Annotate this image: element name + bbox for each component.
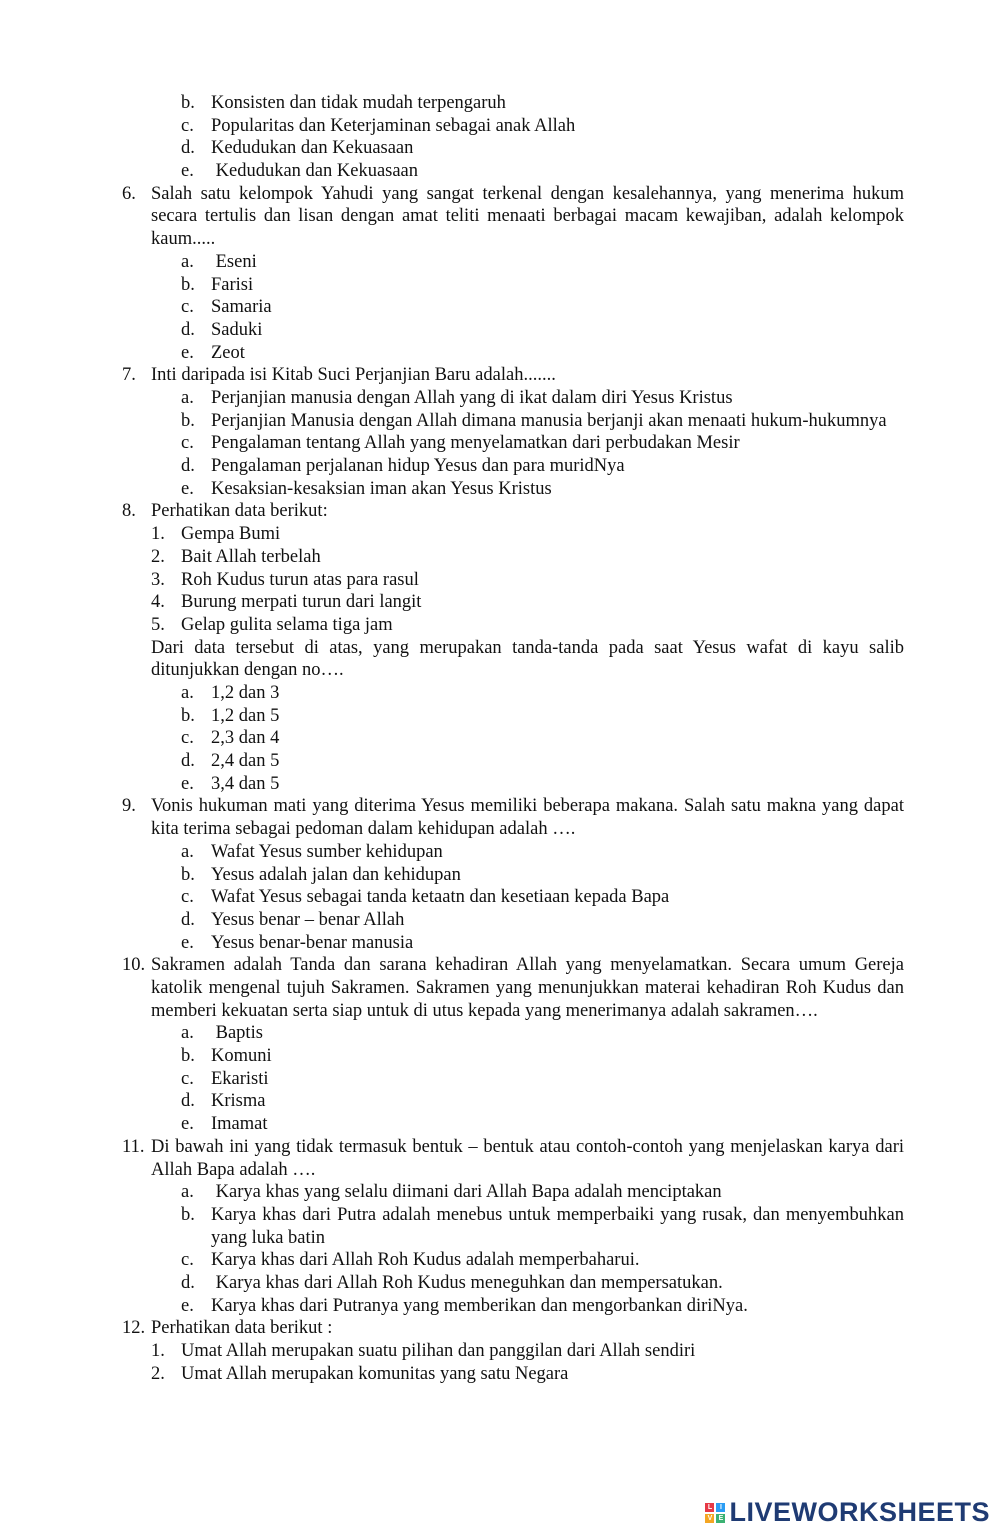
question-number: 6.	[122, 183, 136, 204]
option-letter: d.	[181, 909, 195, 930]
option-text: Wafat Yesus sumber kehidupan	[211, 841, 443, 862]
q8-prompt	[0, 637, 1000, 682]
q6-option-c	[0, 296, 1000, 319]
question-text: Vonis hukuman mati yang diterima Yesus memiliki beberapa makana. Salah satu makna yang dapat kita terima sebagai pedoman dalam kehidupan adalah ….	[151, 796, 904, 840]
question-6	[0, 183, 1000, 251]
option-letter: c.	[181, 887, 194, 908]
data-number: 1.	[151, 524, 165, 545]
q5-option-d	[0, 137, 1000, 160]
q6-option-a	[0, 251, 1000, 274]
data-text: Bait Allah terbelah	[181, 546, 321, 567]
data-text: Umat Allah merupakan komunitas yang satu Negara	[181, 1363, 569, 1384]
option-letter: e.	[181, 161, 194, 182]
q10-option-a	[0, 1022, 1000, 1045]
logo-letter-i: I	[716, 1503, 725, 1512]
q7-option-c	[0, 432, 1000, 455]
option-letter: b.	[181, 93, 195, 113]
q10-option-b	[0, 1045, 1000, 1068]
option-letter: b.	[181, 1046, 195, 1067]
option-text: Farisi	[211, 274, 254, 295]
option-text: Karya khas yang selalu diimani dari Allah Bapa adalah menciptakan	[211, 1182, 722, 1203]
q11-option-c	[0, 1249, 1000, 1272]
option-letter: a.	[181, 683, 194, 703]
data-text: Roh Kudus turun atas para rasul	[181, 569, 419, 590]
option-text: Yesus benar-benar manusia	[211, 932, 414, 953]
option-letter: e.	[181, 773, 194, 794]
option-text: 1,2 dan 5	[211, 705, 280, 726]
q8-data-item-3	[0, 569, 1000, 592]
option-letter: e.	[181, 932, 194, 953]
q8-option-d	[0, 750, 1000, 773]
q7-option-a	[0, 387, 1000, 410]
data-text: Umat Allah merupakan suatu pilihan dan panggilan dari Allah sendiri	[181, 1341, 696, 1362]
option-letter: e.	[181, 1295, 194, 1316]
data-text: Gelap gulita selama tiga jam	[181, 614, 393, 635]
q9-option-e	[0, 932, 1000, 955]
option-letter: a.	[181, 1023, 194, 1044]
data-number: 5.	[151, 614, 165, 635]
option-text: Karya khas dari Putra adalah menebus untuk memperbaiki yang rusak, dan menyembuhkan yang luka batin	[211, 1204, 904, 1248]
liveworksheets-logo	[705, 1497, 990, 1528]
option-letter: d.	[181, 1091, 195, 1112]
data-number: 3.	[151, 569, 165, 590]
option-text: Samaria	[211, 297, 272, 318]
question-7	[0, 364, 1000, 387]
option-text: Imamat	[211, 1114, 268, 1135]
option-letter: c.	[181, 297, 194, 318]
option-letter: e.	[181, 478, 194, 499]
q10-option-d	[0, 1090, 1000, 1113]
question-text: Salah satu kelompok Yahudi yang sangat terkenal dengan kesalehannya, yang menerima hukum secara tertulis dan lisan dengan amat teliti menaati berbagai macam kewajiban, adalah kelompok kaum.....	[151, 183, 904, 250]
option-letter: b.	[181, 705, 195, 726]
logo-letter-l: L	[705, 1503, 714, 1512]
option-text: Kedudukan dan Kekuasaan	[211, 161, 419, 182]
option-letter: b.	[181, 1204, 195, 1225]
option-text: Karya khas dari Allah Roh Kudus meneguhkan dan mempersatukan.	[211, 1273, 723, 1294]
q7-option-e	[0, 478, 1000, 501]
q8-option-e	[0, 773, 1000, 796]
question-text: Di bawah ini yang tidak termasuk bentuk – bentuk atau contoh-contoh yang menjelaskan karya dari Allah Bapa adalah ….	[151, 1136, 904, 1180]
q12-data-item-2	[0, 1363, 1000, 1386]
q11-option-d	[0, 1272, 1000, 1295]
question-text: Perhatikan data berikut :	[151, 1318, 333, 1339]
option-text: Kedudukan dan Kekuasaan	[211, 138, 414, 159]
logo-text: LIVEWORKSHEETS	[729, 1497, 990, 1528]
option-letter: b.	[181, 864, 195, 885]
option-letter: d.	[181, 1273, 195, 1294]
option-letter: a.	[181, 1182, 194, 1203]
q8-data-item-1	[0, 523, 1000, 546]
q9-option-c	[0, 886, 1000, 909]
option-letter: e.	[181, 342, 194, 363]
option-text: Komuni	[211, 1046, 272, 1067]
q9-option-d	[0, 909, 1000, 932]
q6-option-e	[0, 342, 1000, 365]
q8-data-item-2	[0, 546, 1000, 569]
option-text: Konsisten dan tidak mudah terpengaruh	[211, 93, 506, 113]
q10-option-e	[0, 1113, 1000, 1136]
q5-option-e	[0, 160, 1000, 183]
option-text: Yesus benar – benar Allah	[211, 909, 405, 930]
q7-option-b	[0, 410, 1000, 433]
option-text: Perjanjian manusia dengan Allah yang di ikat dalam diri Yesus Kristus	[211, 388, 733, 408]
data-text: Gempa Bumi	[181, 524, 281, 545]
q5-option-c	[0, 115, 1000, 138]
option-text: 2,3 dan 4	[211, 728, 280, 749]
option-text: Wafat Yesus sebagai tanda ketaatn dan kesetiaan kepada Bapa	[211, 887, 670, 908]
option-letter: c.	[181, 433, 194, 454]
q9-option-a	[0, 841, 1000, 864]
question-number: 9.	[122, 796, 136, 817]
q11-option-b	[0, 1204, 1000, 1249]
q6-option-b	[0, 274, 1000, 297]
option-text: Baptis	[211, 1023, 263, 1044]
option-letter: c.	[181, 728, 194, 749]
question-9	[0, 795, 1000, 840]
q8-data-item-5	[0, 614, 1000, 637]
q11-option-a	[0, 1181, 1000, 1204]
option-letter: a.	[181, 251, 194, 272]
option-letter: b.	[181, 410, 195, 431]
option-text: Pengalaman perjalanan hidup Yesus dan para muridNya	[211, 456, 625, 477]
option-text: Perjanjian Manusia dengan Allah dimana manusia berjanji akan menaati hukum-hukumnya	[211, 410, 887, 431]
question-number: 8.	[122, 501, 136, 522]
option-text: Saduki	[211, 319, 263, 340]
q9-option-b	[0, 864, 1000, 887]
q12-data-item-1	[0, 1340, 1000, 1363]
question-12	[0, 1317, 1000, 1340]
option-text: 2,4 dan 5	[211, 751, 280, 772]
option-letter: e.	[181, 1114, 194, 1135]
option-letter: c.	[181, 1068, 194, 1089]
worksheet-page	[0, 92, 1000, 1385]
q5-option-b	[0, 92, 1000, 115]
logo-letter-e: E	[716, 1514, 725, 1523]
option-letter: b.	[181, 274, 195, 295]
option-text: Popularitas dan Keterjaminan sebagai anak Allah	[211, 115, 576, 136]
prompt-text: Dari data tersebut di atas, yang merupakan tanda-tanda pada saat Yesus wafat di kayu salib ditunjukkan dengan no….	[151, 637, 904, 681]
q8-option-a	[0, 682, 1000, 705]
option-letter: d.	[181, 751, 195, 772]
option-text: Karya khas dari Putranya yang memberikan dan mengorbankan diriNya.	[211, 1295, 748, 1316]
option-text: 1,2 dan 3	[211, 683, 280, 703]
option-text: Yesus adalah jalan dan kehidupan	[211, 864, 461, 885]
q8-option-c	[0, 727, 1000, 750]
question-text: Sakramen adalah Tanda dan sarana kehadiran Allah yang menyelamatkan. Secara umum Gereja katolik mengenal tujuh Sakramen. Sakramen yang menunjukkan materai kehadiran Roh Kudus dan memberi kekuatan serta siap untuk di utus kepada yang menerimanya adalah sakramen….	[151, 955, 904, 1021]
question-text: Perhatikan data berikut:	[151, 501, 328, 522]
data-number: 2.	[151, 546, 165, 567]
data-number: 4.	[151, 592, 165, 613]
option-text: 3,4 dan 5	[211, 773, 280, 794]
q7-option-d	[0, 455, 1000, 478]
q10-option-c	[0, 1068, 1000, 1091]
question-number: 7.	[122, 365, 136, 386]
data-text: Burung merpati turun dari langit	[181, 592, 422, 613]
question-11	[0, 1136, 1000, 1181]
option-text: Eseni	[211, 251, 257, 272]
option-text: Zeot	[211, 342, 245, 363]
option-letter: a.	[181, 841, 194, 862]
q8-data-item-4	[0, 591, 1000, 614]
logo-letter-v: V	[705, 1514, 714, 1523]
option-letter: c.	[181, 115, 194, 136]
question-8	[0, 500, 1000, 523]
question-number: 10.	[122, 955, 146, 976]
option-letter: d.	[181, 319, 195, 340]
option-text: Karya khas dari Allah Roh Kudus adalah memperbaharui.	[211, 1250, 640, 1271]
option-letter: c.	[181, 1250, 194, 1271]
logo-blocks-icon	[705, 1503, 725, 1523]
option-letter: d.	[181, 456, 195, 477]
q11-option-e	[0, 1295, 1000, 1318]
q8-option-b	[0, 705, 1000, 728]
question-number: 11.	[122, 1136, 145, 1157]
q6-option-d	[0, 319, 1000, 342]
option-letter: d.	[181, 138, 195, 159]
option-text: Ekaristi	[211, 1068, 269, 1089]
option-text: Krisma	[211, 1091, 266, 1112]
data-number: 2.	[151, 1363, 165, 1384]
data-number: 1.	[151, 1341, 165, 1362]
option-text: Pengalaman tentang Allah yang menyelamatkan dari perbudakan Mesir	[211, 433, 740, 454]
option-letter: a.	[181, 388, 194, 408]
question-text: Inti daripada isi Kitab Suci Perjanjian Baru adalah.......	[151, 365, 556, 386]
question-number: 12.	[122, 1318, 146, 1339]
option-text: Kesaksian-kesaksian iman akan Yesus Kristus	[211, 478, 552, 499]
question-10	[0, 954, 1000, 1022]
